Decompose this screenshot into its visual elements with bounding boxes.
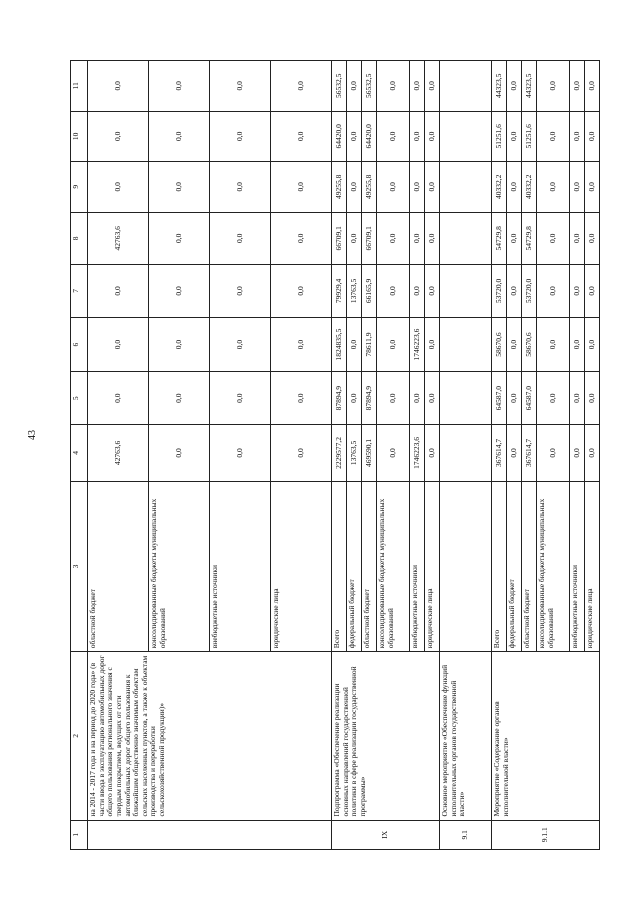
cell: 0,0 <box>377 212 410 265</box>
table-row <box>492 61 507 850</box>
col-header: 10 <box>71 111 88 161</box>
funding-source: федеральный бюджет <box>507 481 522 651</box>
cell: 0,0 <box>271 425 332 482</box>
cell: 0,0 <box>347 372 362 425</box>
row-description: Основное мероприятие «Обеспечение функций исполнительных органов государственной власти» <box>440 652 492 820</box>
budget-table <box>70 60 600 850</box>
cell: 42763,6 <box>88 212 149 265</box>
cell: 0,0 <box>537 265 570 318</box>
cell: 87894,9 <box>362 372 377 425</box>
cell: 0,0 <box>570 162 585 212</box>
cell: 51251,6 <box>522 111 537 161</box>
funding-source: внебюджетные источники <box>210 481 271 651</box>
cell: 56532,5 <box>332 61 347 112</box>
col-header: 11 <box>71 61 88 112</box>
cell <box>440 481 492 651</box>
cell: 0,0 <box>507 212 522 265</box>
cell: 0,0 <box>210 61 271 112</box>
cell: 0,0 <box>377 111 410 161</box>
col-header: 8 <box>71 212 88 265</box>
cell: 1824835,5 <box>332 317 347 372</box>
cell: 0,0 <box>377 162 410 212</box>
cell: 0,0 <box>507 372 522 425</box>
cell: 0,0 <box>210 212 271 265</box>
cell: 56532,5 <box>362 61 377 112</box>
page-number: 43 <box>27 430 38 440</box>
col-header: 5 <box>71 372 88 425</box>
cell: 0,0 <box>210 265 271 318</box>
cell: 0,0 <box>537 61 570 112</box>
cell <box>440 61 492 112</box>
rotated-table-wrapper <box>70 60 600 850</box>
cell: 0,0 <box>347 61 362 112</box>
table-row <box>88 61 149 850</box>
cell: 0,0 <box>585 425 600 482</box>
cell: 0,0 <box>570 425 585 482</box>
table-row <box>332 61 347 850</box>
cell: 0,0 <box>570 111 585 161</box>
cell: 0,0 <box>425 162 440 212</box>
cell: 53720,0 <box>492 265 507 318</box>
cell <box>440 425 492 482</box>
cell: 0,0 <box>149 212 210 265</box>
cell: 0,0 <box>88 111 149 161</box>
cell: 0,0 <box>507 162 522 212</box>
cell: 0,0 <box>410 61 425 112</box>
cell: 0,0 <box>585 61 600 112</box>
cell: 0,0 <box>210 372 271 425</box>
cell: 0,0 <box>377 265 410 318</box>
cell <box>440 317 492 372</box>
funding-source: Всего <box>332 481 347 651</box>
cell: 0,0 <box>585 372 600 425</box>
cell: 0,0 <box>149 111 210 161</box>
cell: 44323,5 <box>522 61 537 112</box>
cell: 0,0 <box>271 212 332 265</box>
cell: 0,0 <box>585 162 600 212</box>
cell: 0,0 <box>507 425 522 482</box>
cell: 0,0 <box>507 111 522 161</box>
row-description: на 2014 - 2017 года и на период до 2020 года» (в части ввода в эксплуатацию автомобильных дорог общего пользования регионального значения с твердым покрытием, ведущих от сети автомобильных дорог общего пользования к ближайшим общественно значимым объектам сельских населенных пунктов, а также к объектам производства и переработки сельскохозяйственной продукции)» <box>88 652 332 820</box>
cell: 0,0 <box>585 212 600 265</box>
cell: 0,0 <box>271 111 332 161</box>
cell: 0,0 <box>149 425 210 482</box>
row-description: Мероприятие «Содержание органов исполнительной власти» <box>492 652 600 820</box>
cell: 0,0 <box>88 162 149 212</box>
col-header: 6 <box>71 317 88 372</box>
cell: 0,0 <box>570 317 585 372</box>
cell: 367614,7 <box>492 425 507 482</box>
table-row <box>440 61 492 850</box>
cell: 0,0 <box>570 212 585 265</box>
cell: 0,0 <box>537 212 570 265</box>
cell: 66709,1 <box>362 212 377 265</box>
cell: 0,0 <box>271 372 332 425</box>
cell: 0,0 <box>585 317 600 372</box>
cell: 64587,0 <box>522 372 537 425</box>
row-number: 9.1 <box>440 820 492 849</box>
cell: 79929,4 <box>332 265 347 318</box>
cell: 0,0 <box>410 111 425 161</box>
cell: 54729,8 <box>492 212 507 265</box>
cell: 0,0 <box>410 265 425 318</box>
cell: 0,0 <box>425 111 440 161</box>
cell <box>440 372 492 425</box>
row-number <box>88 820 332 849</box>
cell: 0,0 <box>347 317 362 372</box>
funding-source: внебюджетные источники <box>410 481 425 651</box>
cell: 0,0 <box>149 372 210 425</box>
cell <box>440 162 492 212</box>
cell: 0,0 <box>88 265 149 318</box>
cell: 0,0 <box>210 162 271 212</box>
col-header: 9 <box>71 162 88 212</box>
cell: 0,0 <box>271 265 332 318</box>
col-header: 1 <box>71 820 88 849</box>
cell: 0,0 <box>410 162 425 212</box>
cell: 0,0 <box>425 317 440 372</box>
col-header: 7 <box>71 265 88 318</box>
cell: 40332,2 <box>522 162 537 212</box>
cell <box>440 212 492 265</box>
cell: 64420,0 <box>362 111 377 161</box>
cell: 0,0 <box>88 317 149 372</box>
cell: 49255,8 <box>362 162 377 212</box>
cell: 2229577,2 <box>332 425 347 482</box>
cell: 0,0 <box>585 265 600 318</box>
cell: 0,0 <box>210 317 271 372</box>
cell: 0,0 <box>210 111 271 161</box>
cell <box>440 111 492 161</box>
funding-source: областной бюджет <box>88 481 149 651</box>
cell <box>440 265 492 318</box>
cell: 0,0 <box>377 372 410 425</box>
cell: 0,0 <box>425 265 440 318</box>
funding-source: внебюджетные источники <box>570 481 585 651</box>
cell: 0,0 <box>377 425 410 482</box>
cell: 51251,6 <box>492 111 507 161</box>
cell: 0,0 <box>149 317 210 372</box>
cell: 0,0 <box>425 425 440 482</box>
cell: 0,0 <box>410 372 425 425</box>
cell: 469590,1 <box>362 425 377 482</box>
cell: 1746223,6 <box>410 425 425 482</box>
cell: 0,0 <box>88 61 149 112</box>
cell: 87894,9 <box>332 372 347 425</box>
cell: 0,0 <box>377 61 410 112</box>
cell: 78611,9 <box>362 317 377 372</box>
cell: 0,0 <box>570 372 585 425</box>
funding-source: Всего <box>492 481 507 651</box>
cell: 0,0 <box>537 111 570 161</box>
cell: 0,0 <box>425 372 440 425</box>
cell: 0,0 <box>347 111 362 161</box>
cell: 0,0 <box>537 372 570 425</box>
funding-source: юридические лица <box>271 481 332 651</box>
funding-source: консолидированные бюджеты муниципальных образований <box>377 481 410 651</box>
cell: 44323,5 <box>492 61 507 112</box>
cell: 0,0 <box>88 372 149 425</box>
col-header: 4 <box>71 425 88 482</box>
row-description: Подпрограмма «Обеспечение реализации основных направлений государственной политики в сфере реализации государственной программы» <box>332 652 440 820</box>
cell: 0,0 <box>507 61 522 112</box>
cell: 1746223,6 <box>410 317 425 372</box>
header-row <box>71 61 88 850</box>
cell: 0,0 <box>347 212 362 265</box>
row-number: 9.1.1 <box>492 820 600 849</box>
funding-source: областной бюджет <box>362 481 377 651</box>
cell: 0,0 <box>347 162 362 212</box>
funding-source: юридические лица <box>425 481 440 651</box>
cell: 58670,6 <box>522 317 537 372</box>
cell: 66709,1 <box>332 212 347 265</box>
cell: 66165,9 <box>362 265 377 318</box>
cell: 40332,2 <box>492 162 507 212</box>
col-header: 3 <box>71 481 88 651</box>
cell: 53720,0 <box>522 265 537 318</box>
cell: 0,0 <box>425 212 440 265</box>
cell: 13763,5 <box>347 265 362 318</box>
cell: 0,0 <box>537 425 570 482</box>
cell: 54729,8 <box>522 212 537 265</box>
cell: 0,0 <box>210 425 271 482</box>
cell: 0,0 <box>271 317 332 372</box>
funding-source: консолидированные бюджеты муниципальных образований <box>537 481 570 651</box>
cell: 0,0 <box>149 162 210 212</box>
cell: 0,0 <box>149 61 210 112</box>
cell: 64587,0 <box>492 372 507 425</box>
cell: 0,0 <box>410 212 425 265</box>
cell: 0,0 <box>570 265 585 318</box>
cell: 0,0 <box>537 317 570 372</box>
cell: 0,0 <box>271 162 332 212</box>
funding-source: федеральный бюджет <box>347 481 362 651</box>
cell: 367614,7 <box>522 425 537 482</box>
col-header: 2 <box>71 652 88 820</box>
cell: 0,0 <box>507 317 522 372</box>
cell: 0,0 <box>507 265 522 318</box>
funding-source: консолидированные бюджеты муниципальных образований <box>149 481 210 651</box>
cell: 0,0 <box>425 61 440 112</box>
cell: 0,0 <box>537 162 570 212</box>
cell: 0,0 <box>271 61 332 112</box>
cell: 13763,5 <box>347 425 362 482</box>
funding-source: юридические лица <box>585 481 600 651</box>
cell: 58670,6 <box>492 317 507 372</box>
cell: 42763,6 <box>88 425 149 482</box>
funding-source: областной бюджет <box>522 481 537 651</box>
cell: 0,0 <box>149 265 210 318</box>
row-number: IX <box>332 820 440 849</box>
cell: 64420,0 <box>332 111 347 161</box>
cell: 49255,8 <box>332 162 347 212</box>
cell: 0,0 <box>570 61 585 112</box>
cell: 0,0 <box>585 111 600 161</box>
cell: 0,0 <box>377 317 410 372</box>
